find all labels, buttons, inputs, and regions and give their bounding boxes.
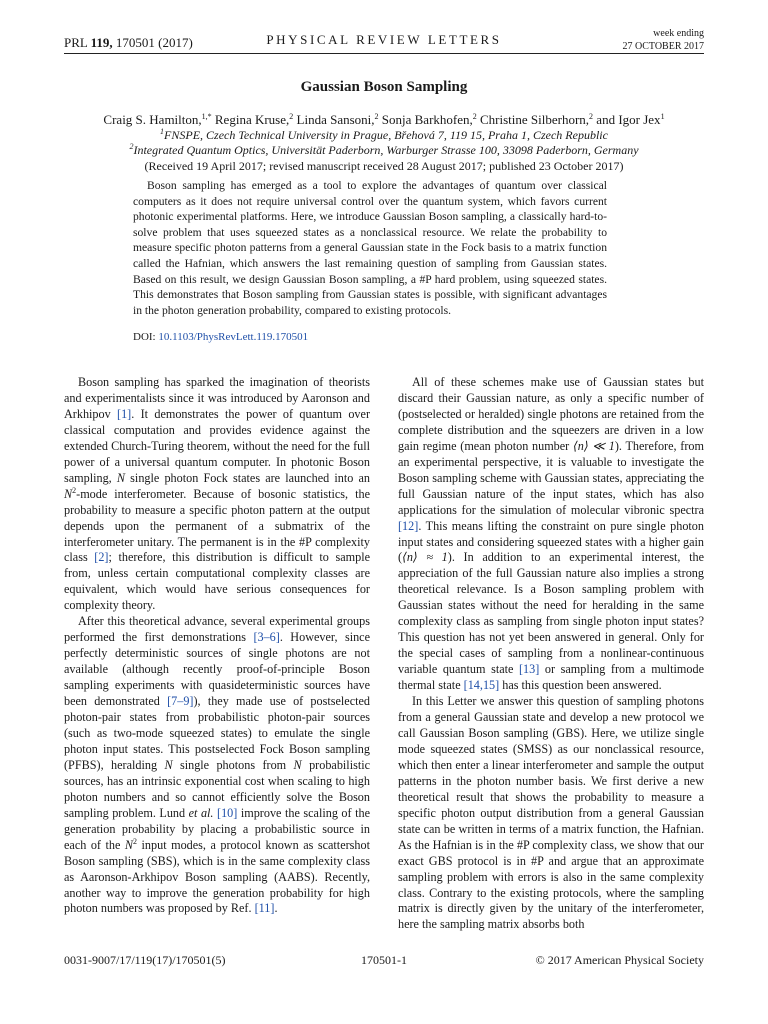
page-number: 170501-1 — [361, 953, 407, 967]
received-dates: (Received 19 April 2017; revised manuscript received 28 August 2017; published 23 October 2017) — [144, 159, 624, 173]
journal-name: PHYSICAL REVIEW LETTERS — [266, 32, 502, 47]
journal-abbr: PRL — [64, 35, 88, 50]
doi-label: DOI: — [133, 331, 156, 343]
copyright: © 2017 American Physical Society — [535, 953, 704, 967]
affiliation-1: $^1$FNSPE, Czech Technical University in Prague, Břehová 7, 119 15, Praha 1, Czech Republic — [160, 127, 608, 142]
citation-link[interactable]: [11] — [254, 901, 275, 916]
author[interactable]: Christine Silberhorn,$^2$ — [480, 112, 594, 127]
paragraph: All of these schemes make use of Gaussian states but discard their Gaussian nature, as only a specific number of (postselected or heralded) single photons are retained from the complete distribution and the squeezers are driven in a low gain regime (mean photon number ⟨n⟩ ≪ 1). Therefore, from an experimental perspective, it is valuable to investigate the Boson sampling scheme with Gaussian states, appreciating the full Gaussian nature of the input states, which has also applications for the simulation of molecular vibronic spectra [12]. This means lifting the constraint on pure single photon input states and considering squeezed states with a higher gain (⟨n⟩ ≈ 1). In addition to an experimental interest, the appreciation of the full Gaussian nature also implies a strong theoretical relevance. Is a Boson sampling problem with Gaussian states without the need for heralding in the same complexity class as sampling from single photon input states? This question has not yet been answered in general. Only for the special cases of sampling from a nonlinear-continuous variable quantum state [13] or sampling from a multimode thermal state [14,15] has this question been answered. — [398, 375, 705, 693]
citation-link[interactable]: [14,15] — [463, 678, 500, 693]
abstract: Boson sampling has emerged as a tool to explore the advantages of quantum over classical computers as it does not require universal control over the quantum system, which favors current photonic experimental platforms. Here, we introduce Gaussian Boson sampling, a classically hard-to-solve problem that uses squeezed states as a nonclassical resource. We relate the probability to measure specific photon patterns from a general Gaussian state in the Fock basis to a matrix function called the Hafnian, which answers the last remaining question of sampling from Gaussian states. Based on this result, we design Gaussian Boson sampling, a #P hard problem, using squeezed states. This demonstrates that Boson sampling from Gaussian states is possible, with significant advantages in the photon generation probability, compared to existing protocols. — [133, 179, 607, 317]
week-ending-label: week ending — [653, 28, 704, 39]
journal-volume: 119, — [90, 35, 113, 50]
citation-link[interactable]: [10] — [217, 805, 238, 820]
doi-line — [133, 331, 308, 343]
body-column-right — [398, 375, 704, 933]
article-number-year: 170501 (2017) — [115, 35, 193, 50]
doi-link[interactable]: 10.1103/PhysRevLett.119.170501 — [158, 331, 309, 343]
citation-link[interactable]: [12] — [398, 518, 419, 533]
article-title: Gaussian Boson Sampling — [300, 79, 468, 95]
author[interactable]: Sonja Barkhofen,$^2$ — [381, 112, 477, 127]
body-column-left — [64, 375, 370, 917]
author-list — [40, 112, 728, 128]
paragraph: In this Letter we answer this question of sampling photons from a general Gaussian state and develop a new protocol we call Gaussian Boson sampling (GBS). Here, we utilize single mode squeezed states (SMSS) as our nonclassical resource, which then enter a linear interferometer and sample the output patterns in the photon number basis. We first derive a new theoretical result that shows the probability to measure a specific photon output distribution from a general Gaussian state can be written in terms of a matrix function, the Hafnian. As the Hafnian is in the #P complexity class, we show that our exact GBS protocol is in #P and argue that an approximate sampling problem with errors is also in the same complexity class. Contrary to the existing protocols, where the sampling matrix is directly given by the unitary of the interferometer, here the sampling matrix absorbs both — [398, 694, 704, 932]
issn-code: 0031-9007/17/119(17)/170501(5) — [64, 953, 226, 967]
citation-link[interactable]: [13] — [519, 662, 540, 677]
author[interactable]: and Igor Jex$^1$ — [596, 112, 665, 127]
author[interactable]: Linda Sansoni,$^2$ — [296, 112, 379, 127]
week-ending-date: 27 OCTOBER 2017 — [622, 41, 704, 52]
citation-link[interactable]: [3–6] — [253, 630, 280, 645]
citation-link[interactable]: [1] — [117, 406, 132, 421]
author[interactable]: Regina Kruse,$^2$ — [214, 112, 294, 127]
paragraph: Boson sampling has sparked the imagination of theorists and experimentalists since it was introduced by Aaronson and Arkhipov [1]. It demonstrates the power of quantum over classical computation and provides evidence against the extended Church-Turing theorem, without the need for the full power of a universal quantum computer. In photonic Boson sampling, N single photon Fock states are launched into an $N^2$-mode interferometer. Because of bosonic statistics, the probability to measure a specific photon pattern at the output depends upon the permanent of a submatrix of the interferometer unitary. The permanent is in the #P complexity class [2]; therefore, this distribution is difficult to sample from, unless certain computational complexity classes are equivalent, which would have serious consequences for complexity theory. — [64, 375, 371, 613]
author[interactable]: Craig S. Hamilton,$^{1,*}$ — [103, 112, 212, 127]
citation-link[interactable]: [2] — [94, 550, 109, 565]
issue-date — [623, 27, 705, 53]
affiliation-2: $^2$Integrated Quantum Optics, Universität Paderborn, Warburger Strasse 100, 33098 Paderborn, Germany — [129, 142, 639, 157]
citation-link[interactable]: [7–9] — [167, 694, 194, 709]
header-rule — [64, 53, 704, 54]
paragraph: After this theoretical advance, several experimental groups performed the first demonstrations [3–6]. However, since perfectly deterministic sources of single photons are not available (although recently proof-of-principle Boson sampling experiments with quasideterministic sources have been demonstrated [7–9]), they made use of postselected photon-pair states from probabilistic photon-pair sources (such as two-mode squeezed states) to emulate the single photon input states. This postselected Fock Boson sampling (PFBS), heralding N single photons from N probabilistic sources, has an intrinsic exponential cost when scaling to high photon numbers and so cannot efficiently solve the Boson sampling problem. Lund et al. [10] improve the scaling of the generation probability by placing a probabilistic source in each of the $N^2$ input modes, a protocol known as scattershot Boson sampling (SBS), which is in the same complexity class as Aaronson-Arkhipov Boson sampling (AABS). Recently, another way to improve the generation probability for high photon numbers was proposed by Ref. [11]. — [64, 614, 371, 916]
